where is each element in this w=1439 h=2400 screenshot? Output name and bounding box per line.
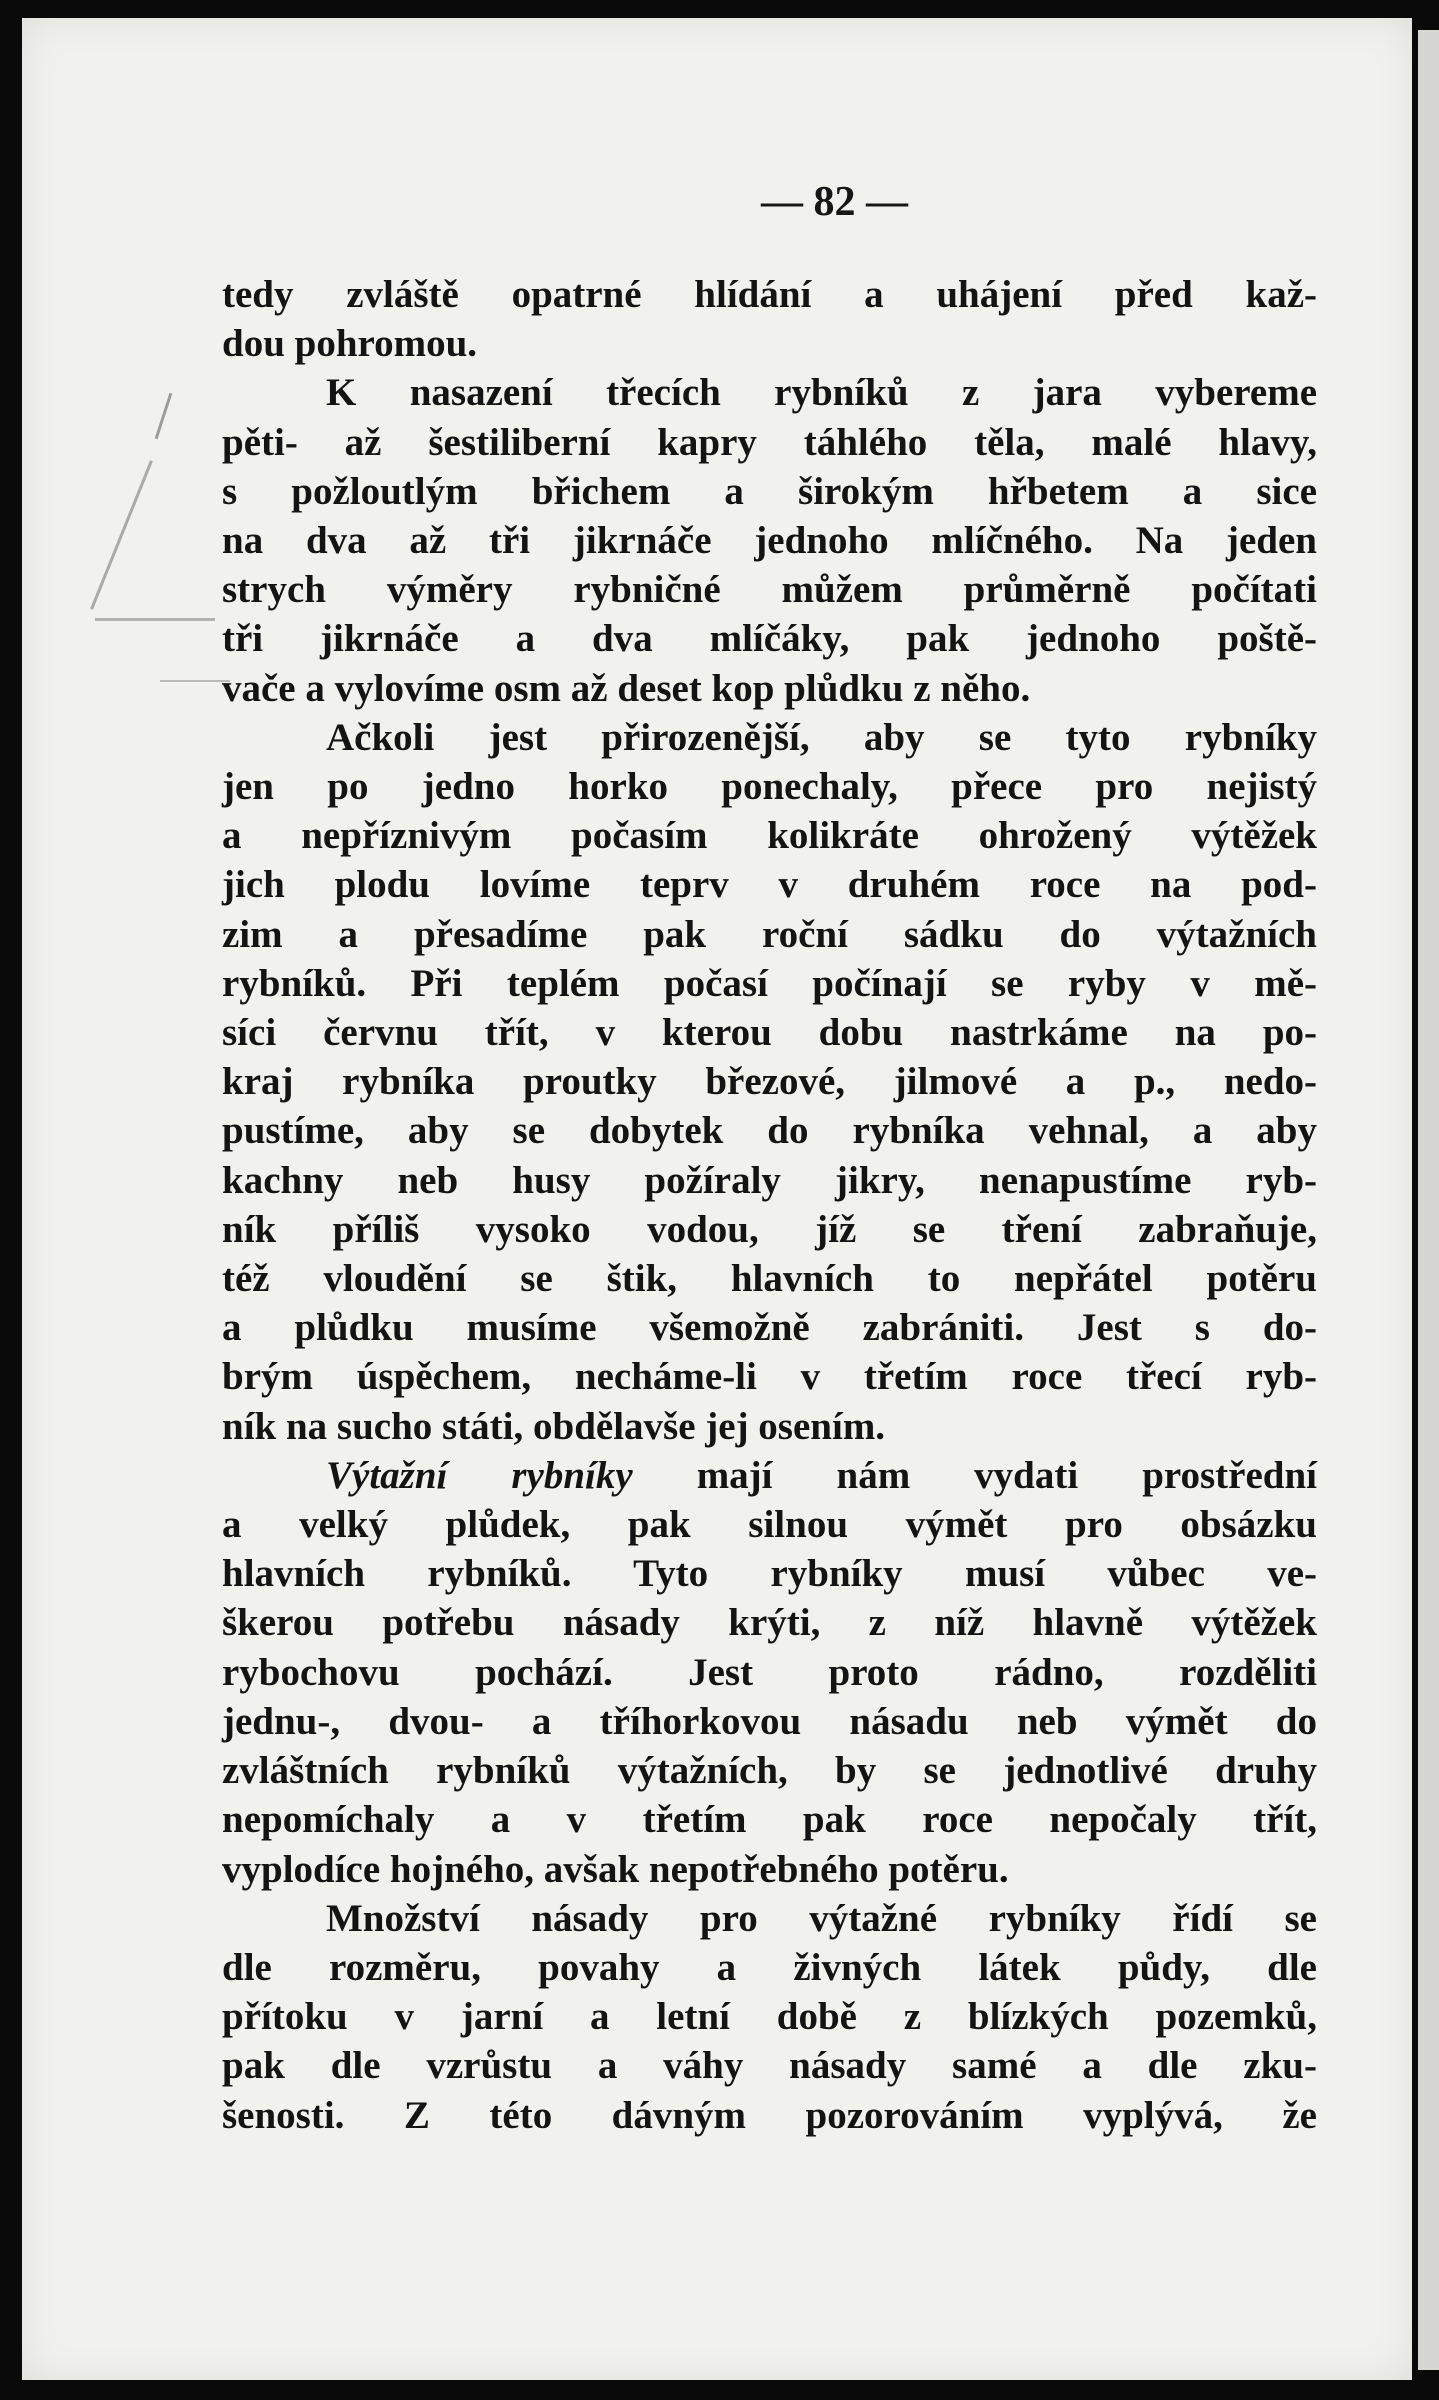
text-line: Ačkoli jest přirozenější, aby se tyto rybníky xyxy=(326,715,1317,759)
text-line: jednu-, dvou- a tříhorkovou násadu neb výmět do xyxy=(222,1699,1317,1743)
text-line: dou pohromou. xyxy=(222,322,478,366)
text-line: pak dle vzrůstu a váhy násady samé a dle zku- xyxy=(222,2044,1317,2088)
text-line xyxy=(222,1451,1317,1500)
text-line: tři jikrnáče a dva mlíčáky, pak jednoho poště- xyxy=(222,617,1317,661)
text-line: vyplodíce hojného, avšak nepotřebného potěru. xyxy=(222,1847,1009,1891)
text-line: brým úspěchem, necháme-li v třetím roce třecí ryb- xyxy=(222,1355,1317,1399)
text-line: a nepříznivým počasím kolikráte ohrožený výtěžek xyxy=(222,814,1317,858)
text-line: ník příliš vysoko vodou, jíž se tření zabraňuje, xyxy=(222,1207,1317,1251)
text-line: pěti- až šestiliberní kapry táhlého těla, malé hlavy, xyxy=(222,420,1317,464)
text-line: tedy zvláště opatrné hlídání a uhájení před kaž- xyxy=(222,273,1317,316)
text-line: škerou potřebu násady krýti, z níž hlavně výtěžek xyxy=(222,1601,1317,1645)
page-number: — 82 — xyxy=(761,179,908,225)
text-line: hlavních rybníků. Tyto rybníky musí vůbec ve- xyxy=(222,1552,1317,1596)
text-line: kachny neb husy požíraly jikry, nenapustíme ryb- xyxy=(222,1158,1317,1202)
text-line: vače a vylovíme osm až deset kop plůdku z něho. xyxy=(222,666,1031,710)
adjacent-page-edge xyxy=(1418,30,1439,2370)
text-line: s požloutlým břichem a širokým hřbetem a sice xyxy=(222,469,1317,513)
text-line: jen po jedno horko ponechaly, přece pro nejistý xyxy=(222,765,1317,809)
text-line: kraj rybníka proutky březové, jilmové a p., nedo- xyxy=(222,1060,1317,1104)
text-line: zim a přesadíme pak roční sádku do výtažních xyxy=(222,912,1317,956)
text-line: na dva až tři jikrnáče jednoho mlíčného. Na jeden xyxy=(222,519,1317,563)
pencil-mark xyxy=(95,618,215,621)
pencil-mark xyxy=(160,680,230,682)
paragraph-1 xyxy=(222,270,1317,368)
text-line: rybníků. Při teplém počasí počínají se ryby v mě- xyxy=(222,961,1317,1005)
text-run: mají nám vydati prostřední xyxy=(632,1453,1317,1497)
text-line: a plůdku musíme všemožně zabrániti. Jest s do- xyxy=(222,1306,1317,1350)
text-line: Množství násady pro výtažné rybníky řídí se xyxy=(326,1896,1317,1940)
text-line: zvláštních rybníků výtažních, by se jednotlivé druhy xyxy=(222,1749,1317,1793)
text-line: též vloudění se štik, hlavních to nepřátel potěru xyxy=(222,1257,1317,1301)
text-line: strych výměry rybničné můžem průměrně počítati xyxy=(222,568,1317,612)
text-line: síci červnu třít, v kterou dobu nastrkáme na po- xyxy=(222,1011,1317,1055)
paragraph-2 xyxy=(222,368,1317,712)
paragraph-5 xyxy=(222,1894,1317,2140)
text-line: pustíme, aby se dobytek do rybníka vehnal, a aby xyxy=(222,1109,1317,1153)
text-line: jich plodu lovíme teprv v druhém roce na pod- xyxy=(222,863,1317,907)
text-line: přítoku v jarní a letní době z blízkých pozemků, xyxy=(222,1995,1317,2039)
paragraph-4 xyxy=(222,1451,1317,1894)
text-line: K nasazení třecích rybníků z jara vybereme xyxy=(326,371,1317,415)
text-line: šenosti. Z této dávným pozorováním vyplývá, že xyxy=(222,2093,1317,2137)
body-text xyxy=(222,270,1317,2140)
paragraph-3 xyxy=(222,713,1317,1451)
text-line: dle rozměru, povahy a živných látek půdy, dle xyxy=(222,1945,1317,1989)
text-line: a velký plůdek, pak silnou výmět pro obsázku xyxy=(222,1503,1317,1547)
text-line: nepomíchaly a v třetím pak roce nepočaly třít, xyxy=(222,1798,1317,1842)
text-line: ník na sucho státi, obdělavše jej osením. xyxy=(222,1404,886,1448)
text-line: rybochovu pochází. Jest proto rádno, rozděliti xyxy=(222,1650,1317,1694)
emphasis-term: Výtažní rybníky xyxy=(326,1453,633,1497)
